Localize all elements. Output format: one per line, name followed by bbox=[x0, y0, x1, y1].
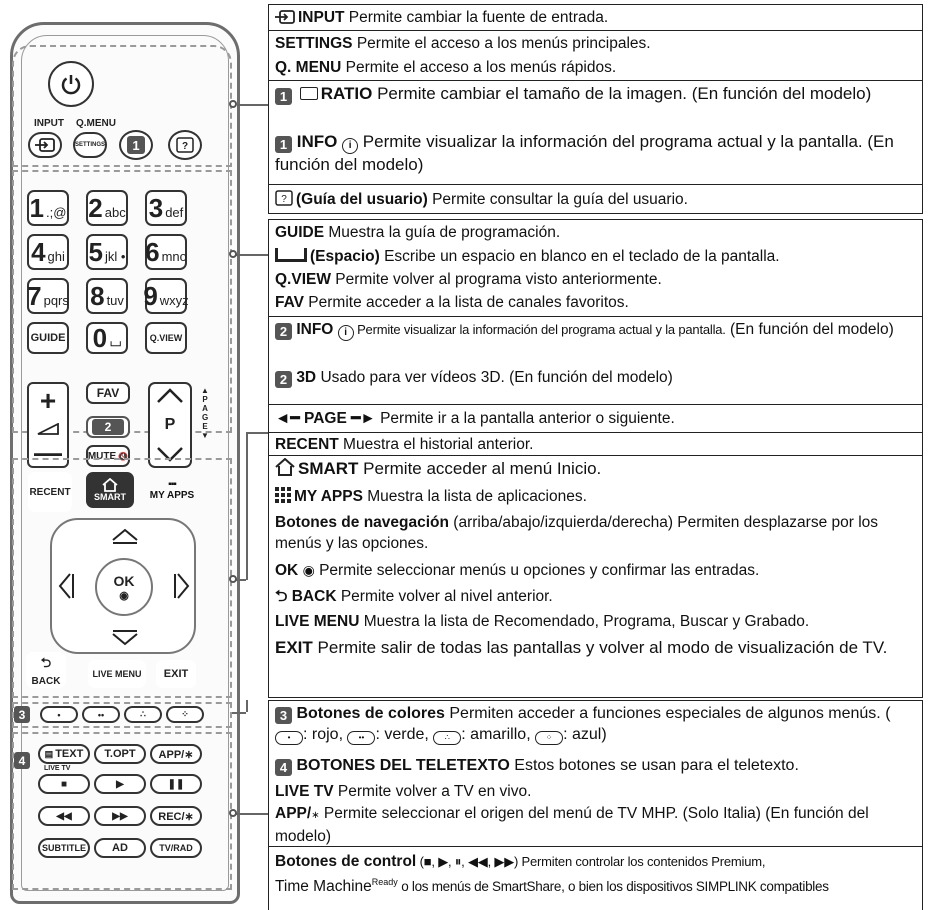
power-button[interactable] bbox=[48, 61, 94, 107]
pause-button[interactable] bbox=[150, 774, 202, 794]
desc-info-badge: 1 bbox=[275, 136, 292, 153]
app-button[interactable]: APP/∗ bbox=[150, 744, 202, 764]
number-main-label: 6 bbox=[145, 236, 160, 267]
space-icon: ⌴ bbox=[110, 332, 122, 349]
desc-info-1 bbox=[269, 129, 922, 185]
desc-qmenu-text: Permite el acceso a los menús rápidos. bbox=[341, 59, 617, 76]
leader-line-4 bbox=[232, 712, 246, 714]
desc-qview-key: Q.VIEW bbox=[275, 271, 331, 288]
desc-info-2 bbox=[269, 317, 922, 365]
leader-line-5 bbox=[232, 813, 268, 815]
desc-guide-key: GUIDE bbox=[275, 224, 325, 241]
page-left-icon: ◄━ bbox=[275, 410, 300, 427]
mute-icon: 🔇 bbox=[118, 451, 129, 461]
rec-button[interactable]: REC/∗ bbox=[150, 806, 202, 826]
desc-guide bbox=[269, 220, 922, 244]
number-main-label: 3 bbox=[148, 192, 164, 223]
desc-info-2-badge: 2 bbox=[275, 323, 292, 340]
leader-dot-3 bbox=[229, 575, 237, 583]
desc-ok-key: OK bbox=[275, 562, 299, 579]
number-main-label: 1 bbox=[29, 192, 45, 223]
desc-back bbox=[269, 584, 922, 609]
desc-space bbox=[269, 244, 922, 267]
desc-red: : rojo, bbox=[303, 726, 348, 743]
desc-livemenu bbox=[269, 609, 922, 634]
desc-page-key: PAGE bbox=[304, 410, 347, 427]
page-right-icon: ━► bbox=[351, 410, 376, 427]
tvrad-button[interactable]: TV/RAD bbox=[150, 838, 202, 858]
desc-3d bbox=[269, 365, 922, 405]
channel-label: P bbox=[164, 416, 176, 433]
desc-info-text: Permite visualizar la información del programa actual y la pantalla. (En función del modelo) bbox=[275, 132, 894, 174]
qmenu-label: Q.MENU bbox=[76, 118, 116, 129]
input-label: INPUT bbox=[34, 118, 64, 129]
leader-vline-3 bbox=[246, 432, 248, 580]
desc-page bbox=[269, 406, 922, 432]
page-up-icon: ▲ bbox=[201, 386, 209, 395]
desc-navigation-text: (arriba/abajo/izquierda/derecha) Permiten desplazarse por los menús y las opciones. bbox=[275, 514, 879, 552]
guide-button[interactable]: GUIDE bbox=[27, 322, 69, 354]
desc-app bbox=[269, 801, 922, 847]
description-panel-1 bbox=[268, 4, 923, 214]
subtitle-button[interactable]: SUBTITLE bbox=[38, 838, 90, 858]
desc-ratio bbox=[269, 81, 922, 129]
desc-user-guide-text: Permite consultar la guía del usuario. bbox=[427, 191, 688, 208]
desc-blue: : azul) bbox=[563, 726, 607, 743]
number-button-8[interactable] bbox=[86, 278, 128, 314]
desc-smart-key: SMART bbox=[298, 459, 359, 478]
number-sub-label: tuv bbox=[106, 292, 124, 308]
play-button[interactable] bbox=[94, 774, 146, 794]
desc-3d-key: 3D bbox=[296, 369, 317, 386]
desc-control-text-3: o los menús de SmartShare, o bien los dispositivos SIMPLINK compatibles bbox=[397, 879, 829, 895]
page-down-icon: ▼ bbox=[201, 431, 209, 440]
settings-button[interactable]: SETTINGS bbox=[73, 132, 107, 158]
desc-app-key: APP/ bbox=[275, 805, 312, 822]
volume-rocker[interactable] bbox=[27, 382, 69, 468]
description-panel-3 bbox=[268, 432, 923, 698]
back-icon: ⮌ bbox=[275, 588, 288, 605]
ok-icon: ◉ bbox=[119, 589, 129, 602]
desc-fav-key: FAV bbox=[275, 294, 304, 311]
desc-recent-key: RECENT bbox=[275, 436, 339, 453]
myapps-icon: ▪▪▪ bbox=[168, 479, 176, 490]
desc-info-2-key: INFO bbox=[296, 321, 334, 338]
yellow-button-icon: ∴ bbox=[140, 709, 146, 719]
desc-ratio-key: RATIO bbox=[320, 84, 373, 103]
desc-control-text-2: Time Machine bbox=[275, 878, 372, 896]
desc-livetv-text: Permite volver a TV en vivo. bbox=[333, 783, 532, 800]
desc-navigation bbox=[269, 510, 922, 556]
desc-settings-text: Permite el acceso a los menús principales. bbox=[352, 35, 651, 52]
leader-line-1 bbox=[237, 104, 268, 106]
desc-teletext-badge: 4 bbox=[275, 759, 292, 776]
rewind-button[interactable] bbox=[38, 806, 90, 826]
ratio-info-button-1[interactable] bbox=[119, 130, 153, 160]
nav-up-icon bbox=[111, 528, 139, 544]
red-button-icon: • bbox=[57, 709, 61, 720]
desc-livetv-key: LIVE TV bbox=[275, 783, 334, 800]
desc-teletext-key: BOTONES DEL TELETEXTO bbox=[296, 757, 510, 774]
play-icon: ▶ bbox=[116, 778, 124, 790]
back-label: BACK bbox=[31, 675, 61, 687]
number-sub-label: ghi bbox=[47, 248, 65, 264]
desc-ratio-text: Permite cambiar el tamaño de la imagen. (En función del modelo) bbox=[372, 84, 872, 103]
number-sub-label: pqrs bbox=[43, 292, 69, 308]
page-text: PAGE bbox=[202, 395, 209, 431]
desc-smart-text: Permite acceder al menú Inicio. bbox=[358, 459, 602, 478]
channel-rocker[interactable] bbox=[148, 382, 192, 468]
text-label: TEXT bbox=[55, 748, 84, 760]
topt-button[interactable]: T.OPT bbox=[94, 744, 146, 764]
stop-icon: ■ bbox=[60, 778, 68, 790]
desc-green: : verde, bbox=[375, 726, 434, 743]
info-3d-number: 2 bbox=[92, 419, 124, 435]
desc-myapps bbox=[269, 484, 922, 510]
desc-smart bbox=[269, 456, 922, 484]
desc-info-2-text: Permite visualizar la información del programa actual y la pantalla. bbox=[353, 322, 726, 337]
desc-qmenu-key: Q. MENU bbox=[275, 59, 342, 76]
forward-icon: ▶▶ bbox=[112, 810, 128, 822]
desc-input-text: Permite cambiar la fuente de entrada. bbox=[344, 9, 609, 26]
space-icon bbox=[275, 248, 307, 262]
desc-user-guide bbox=[269, 187, 922, 213]
desc-exit-key: EXIT bbox=[275, 638, 313, 657]
forward-button[interactable] bbox=[94, 806, 146, 826]
rewind-icon: ◀◀ bbox=[56, 810, 72, 822]
leader-dot-2 bbox=[229, 250, 237, 258]
nav-down-icon bbox=[111, 630, 139, 646]
nav-right-icon bbox=[174, 572, 190, 600]
input-button[interactable] bbox=[28, 132, 62, 158]
desc-fav bbox=[269, 290, 922, 317]
desc-myapps-text: Muestra la lista de aplicaciones. bbox=[362, 488, 587, 505]
desc-control-text-1: (■, ▶, ⏸, ◀◀, ▶▶) Permiten controlar los contenidos Premium, bbox=[416, 854, 766, 869]
desc-control bbox=[269, 849, 922, 909]
desc-livemenu-key: LIVE MENU bbox=[275, 613, 360, 630]
desc-fav-text: Permite acceder a la lista de canales favoritos. bbox=[304, 294, 629, 311]
input-icon bbox=[35, 138, 55, 152]
livemenu-button[interactable]: LIVE MENU bbox=[88, 660, 146, 688]
user-guide-icon bbox=[176, 137, 194, 153]
desc-control-sup: Ready bbox=[371, 877, 398, 887]
livetv-label: LIVE TV bbox=[44, 765, 71, 772]
back-icon: ⮌ bbox=[40, 654, 52, 670]
blue-button[interactable] bbox=[166, 706, 204, 723]
desc-navigation-key: Botones de navegación bbox=[275, 514, 449, 531]
user-guide-button[interactable] bbox=[168, 130, 202, 160]
desc-myapps-key: MY APPS bbox=[294, 488, 363, 505]
desc-recent-text: Muestra el historial anterior. bbox=[338, 436, 534, 453]
app-star-icon: ∗ bbox=[311, 810, 320, 821]
desc-colors-text: Permiten acceder a funciones especiales de algunos menús. ( bbox=[444, 705, 891, 722]
ok-button[interactable] bbox=[95, 558, 153, 616]
yellow-key-icon: ∴ bbox=[433, 731, 461, 745]
desc-ok bbox=[269, 558, 922, 584]
ratio-info-number: 1 bbox=[127, 136, 145, 154]
number-button-7[interactable] bbox=[27, 278, 69, 314]
info-3d-button-2[interactable] bbox=[86, 416, 130, 438]
green-button-icon: •• bbox=[97, 709, 105, 720]
number-sub-label: .;@ bbox=[46, 204, 67, 220]
svg-text:?: ? bbox=[181, 141, 189, 152]
description-panel-2 bbox=[268, 219, 923, 433]
desc-3d-badge: 2 bbox=[275, 371, 292, 388]
volume-up-icon: + bbox=[39, 385, 57, 416]
zero-button[interactable] bbox=[86, 322, 128, 354]
leader-dot-5 bbox=[229, 809, 237, 817]
recent-button[interactable]: RECENT bbox=[28, 472, 72, 512]
text-button[interactable] bbox=[38, 744, 90, 764]
desc-app-text: Permite seleccionar el origen del menú de TV MHP. (Solo Italia) (En función del modelo) bbox=[275, 805, 869, 845]
exit-button[interactable]: EXIT bbox=[156, 660, 196, 688]
myapps-icon bbox=[275, 487, 291, 503]
desc-qview bbox=[269, 267, 922, 290]
leader-dot-1 bbox=[229, 100, 237, 108]
leader-vline-4 bbox=[246, 700, 248, 712]
myapps-label: MY APPS bbox=[149, 490, 195, 501]
number-sub-label: abc bbox=[104, 204, 126, 220]
desc-exit-text: Permite salir de todas las pantallas y volver al modo de visualización de TV. bbox=[312, 638, 888, 657]
home-icon bbox=[275, 458, 295, 476]
number-sub-label: jkl • bbox=[105, 248, 126, 264]
volume-down-icon: — bbox=[34, 437, 62, 468]
desc-guide-text: Muestra la guía de programación. bbox=[324, 224, 561, 241]
smart-button[interactable] bbox=[86, 472, 134, 508]
green-key-icon: •• bbox=[347, 731, 375, 745]
qview-button[interactable]: Q.VIEW bbox=[145, 322, 187, 354]
zero-label: 0 bbox=[92, 322, 108, 353]
input-icon bbox=[275, 10, 295, 24]
yellow-button[interactable] bbox=[124, 706, 162, 723]
ad-button[interactable]: AD bbox=[94, 838, 146, 858]
desc-settings-key: SETTINGS bbox=[275, 35, 353, 52]
red-key-icon: • bbox=[275, 731, 303, 745]
fav-button[interactable]: FAV bbox=[86, 382, 130, 404]
ratio-icon bbox=[300, 87, 318, 100]
volume-icon bbox=[37, 423, 59, 435]
desc-info-2-text-2: (En función del modelo) bbox=[725, 321, 894, 338]
desc-input-key: INPUT bbox=[298, 9, 345, 26]
number-main-label: 9 bbox=[143, 280, 158, 311]
nav-left-icon bbox=[58, 572, 74, 600]
leader-line-2 bbox=[232, 254, 268, 256]
desc-teletext bbox=[269, 753, 922, 779]
green-button[interactable] bbox=[82, 706, 120, 723]
desc-colors-key: Botones de colores bbox=[296, 705, 445, 722]
number-button-9[interactable] bbox=[145, 278, 187, 314]
desc-ok-text: Permite seleccionar menús u opciones y confirmar las entradas. bbox=[314, 562, 760, 579]
number-sub-label: def bbox=[165, 204, 184, 220]
desc-exit bbox=[269, 634, 922, 696]
number-button-5[interactable] bbox=[86, 234, 128, 270]
desc-settings bbox=[269, 31, 922, 55]
desc-colors-badge: 3 bbox=[275, 707, 292, 724]
desc-space-key: (Espacio) bbox=[310, 248, 380, 265]
desc-yellow: : amarillo, bbox=[461, 726, 536, 743]
number-button-4[interactable] bbox=[27, 234, 69, 270]
number-button-6[interactable] bbox=[145, 234, 187, 270]
number-sub-label: wxyz bbox=[159, 292, 189, 308]
number-button-3[interactable] bbox=[145, 190, 187, 226]
number-button-1[interactable] bbox=[27, 190, 69, 226]
power-icon bbox=[59, 72, 83, 96]
desc-colors bbox=[269, 701, 922, 751]
myapps-button[interactable] bbox=[144, 470, 200, 510]
blue-button-icon: ⁘ bbox=[181, 709, 189, 719]
user-guide-icon bbox=[275, 190, 293, 206]
info-icon: i bbox=[338, 325, 354, 341]
desc-input bbox=[269, 5, 922, 31]
desc-livetv bbox=[269, 779, 922, 801]
stop-button[interactable] bbox=[38, 774, 90, 794]
desc-ratio-badge: 1 bbox=[275, 88, 292, 105]
info-icon: i bbox=[342, 138, 358, 154]
number-main-label: 2 bbox=[88, 192, 103, 223]
back-button[interactable] bbox=[26, 652, 66, 688]
number-main-label: 8 bbox=[90, 280, 105, 311]
desc-recent bbox=[269, 432, 922, 456]
home-icon bbox=[102, 478, 118, 492]
desc-teletext-text: Estos botones se usan para el teletexto. bbox=[509, 757, 799, 774]
number-main-label: 5 bbox=[88, 236, 103, 267]
blue-key-icon: ⁘ bbox=[535, 731, 563, 745]
section-3-badge: 3 bbox=[14, 706, 30, 723]
desc-livemenu-text: Muestra la lista de Recomendado, Programa, Buscar y Grabado. bbox=[359, 613, 810, 630]
desc-qmenu bbox=[269, 55, 922, 81]
ok-icon: ◉ bbox=[302, 562, 315, 578]
mute-label: MUTE bbox=[87, 450, 117, 462]
channel-up-icon bbox=[156, 388, 184, 404]
section-4-badge: 4 bbox=[14, 752, 30, 769]
desc-back-key: BACK bbox=[291, 588, 337, 605]
number-sub-label: mno bbox=[161, 248, 187, 264]
desc-space-text: Escribe un espacio en blanco en el teclado de la pantalla. bbox=[379, 248, 780, 265]
desc-qview-text: Permite volver al programa visto anteriormente. bbox=[330, 271, 662, 288]
desc-page-text: Permite ir a la pantalla anterior o siguiente. bbox=[375, 410, 675, 427]
pause-icon: ❚❚ bbox=[167, 778, 185, 790]
desc-control-key: Botones de control bbox=[275, 853, 417, 870]
svg-text:?: ? bbox=[281, 194, 287, 205]
ok-label: OK bbox=[113, 572, 135, 589]
number-main-label: 4 bbox=[31, 236, 46, 267]
red-button[interactable] bbox=[40, 706, 78, 723]
number-button-2[interactable] bbox=[86, 190, 128, 226]
desc-user-guide-key: (Guía del usuario) bbox=[296, 191, 428, 208]
desc-info-key: INFO bbox=[296, 132, 338, 151]
smart-label: SMART bbox=[94, 492, 126, 502]
number-main-label: 7 bbox=[27, 280, 42, 311]
page-label bbox=[200, 386, 210, 440]
desc-3d-text: Usado para ver vídeos 3D. (En función del modelo) bbox=[316, 369, 673, 386]
text-icon: ▤ bbox=[44, 748, 54, 759]
description-panel-4 bbox=[268, 700, 923, 910]
leader-line-3b bbox=[246, 432, 268, 434]
desc-back-text: Permite volver al nivel anterior. bbox=[336, 588, 553, 605]
